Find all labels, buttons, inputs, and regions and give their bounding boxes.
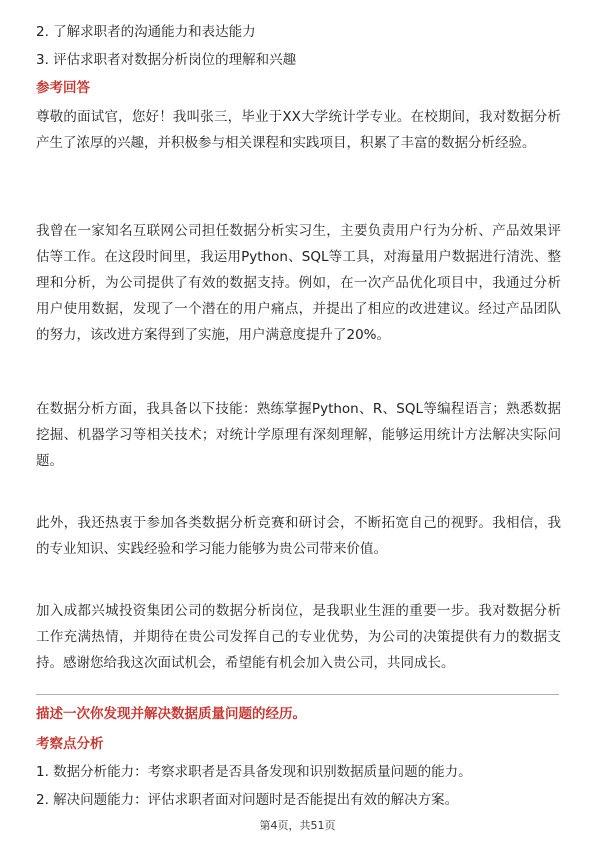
answer-paragraph-skills: 在数据分析方面，我具备以下技能：熟练掌握Python、R、SQL等编程语言；熟悉数据挖掘、机器学习等相关技术；对统计学原理有深刻理解，能够运用统计方法解决实际问题。 [36,401,561,469]
question-heading: 描述一次你发现并解决数据质量问题的经历。 [36,706,306,722]
answer-paragraph-extra: 此外，我还热衷于参加各类数据分析竞赛和研讨会，不断拓宽自己的视野。我相信，我的专业知识、实践经验和学习能力能够为贵公司带来价值。 [36,515,561,557]
answer-paragraph-experience: 我曾在一家知名互联网公司担任数据分析实习生，主要负责用户行为分析、产品效果评估等工作。在这段时间里，我运用Python、SQL等工具，对海量用户数据进行清洗、整理和分析，为公司提供了有效的数据支持。例如，在一次产品优化项目中，我通过分析用户使用数据，发现了一个潜在的用户痛点，并提出了相应的改进建议。经过产品团队的努力，该改进方案得到了实施，用户满意度提升了20%。 [36,223,561,343]
page-number-footer: 第4页，共51页 [259,819,336,832]
analysis-heading: 考察点分析 [36,736,104,752]
answer-paragraph-intro: 尊敬的面试官，您好！我叫张三，毕业于XX大学统计学专业。在校期间，我对数据分析产生了浓厚的兴趣，并积极参与相关课程和实践项目，积累了丰富的数据分析经验。 [36,109,561,151]
top-list-item-3: 3. 评估求职者对数据分析岗位的理解和兴趣 [36,52,297,68]
answer-paragraph-closing: 加入成都兴城投资集团公司的数据分析岗位，是我职业生涯的重要一步。我对数据分析工作充满热情，并期待在贵公司发挥自己的专业优势，为公司的决策提供有力的数据支持。感谢您给我这次面试机会，希望能有机会加入贵公司，共同成长。 [36,603,561,671]
section-divider [36,694,559,695]
analysis-item-2: 2. 解决问题能力：评估求职者面对问题时是否能提出有效的解决方案。 [36,792,459,808]
answer-heading: 参考回答 [36,80,90,96]
analysis-item-1: 1. 数据分析能力：考察求职者是否具备发现和识别数据质量问题的能力。 [36,764,472,780]
top-list-item-2: 2. 了解求职者的沟通能力和表达能力 [36,24,256,40]
